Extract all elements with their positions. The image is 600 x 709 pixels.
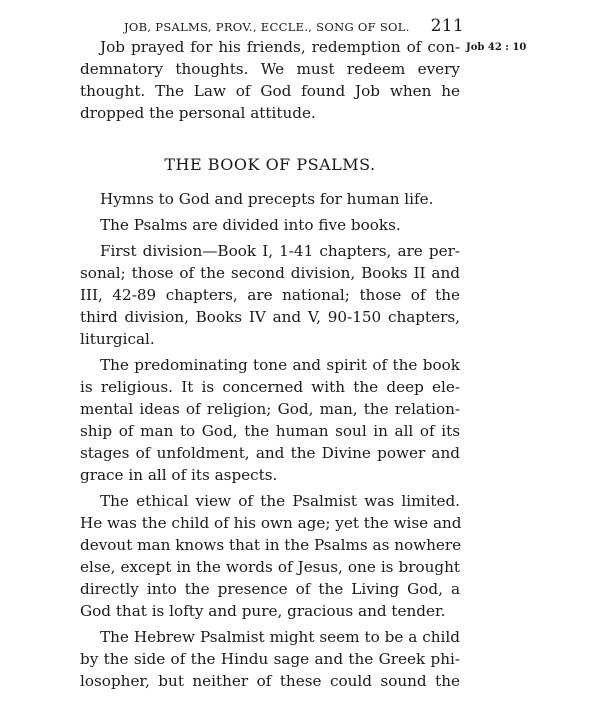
margin-note: Job 42 : 10 [466,42,527,53]
running-header [124,16,464,36]
text-line: third division, Books IV and V, 90-150 chapters, [80,308,460,326]
text-line: mental ideas of religion; God, man, the relation- [80,400,460,418]
paragraph [80,490,460,622]
text-line: ship of man to God, the human soul in all of its [80,422,460,440]
paragraphs [80,188,460,692]
text-line: dropped the personal attitude. [80,104,316,122]
text-line: Hymns to God and precepts for human life. [100,190,434,208]
text-line: liturgical. [80,330,155,348]
text-line: sonal; those of the second division, Books II and [80,264,460,282]
text-line: else, except in the words of Jesus, one is brought [80,558,460,576]
text-line: devout man knows that in the Psalms as nowhere [80,536,462,554]
text-line: directly into the presence of the Living God, a [80,580,460,598]
text-column [80,36,460,696]
text-line: is religious. It is concerned with the deep ele- [80,378,460,396]
text-line: He was the child of his own age; yet the wise and [80,514,462,532]
page-number: 211 [430,16,464,36]
paragraph [80,354,460,486]
text-line: Job prayed for his friends, redemption of con- [100,38,460,56]
text-line: The predominating tone and spirit of the book [100,356,460,374]
paragraph [80,626,460,692]
paragraph [80,214,460,236]
text-line: The Psalms are divided into five books. [100,216,401,234]
text-line: III, 42-89 chapters, are national; those of the [80,286,460,304]
text-line: demnatory thoughts. We must redeem every [80,60,460,78]
text-line: losopher, but neither of these could sound the [80,672,460,690]
text-line: The Hebrew Psalmist might seem to be a child [100,628,460,646]
text-line: by the side of the Hindu sage and the Greek phi- [80,650,460,668]
section-title: THE BOOK OF PSALMS. [164,155,376,174]
text-line: grace in all of its aspects. [80,466,278,484]
paragraph [80,188,460,210]
text-line: thought. The Law of God found Job when he [80,82,460,100]
text-line: The ethical view of the Psalmist was limited. [100,492,460,510]
running-title: JOB, PSALMS, PROV., ECCLE., SONG OF SOL. [124,20,410,34]
text-line: First division—Book I, 1-41 chapters, are per- [100,242,460,260]
text-line: God that is lofty and pure, gracious and tender. [80,602,446,620]
text-line: stages of unfoldment, and the Divine power and [80,444,460,462]
paragraph [80,240,460,350]
intro-paragraph [80,36,460,124]
